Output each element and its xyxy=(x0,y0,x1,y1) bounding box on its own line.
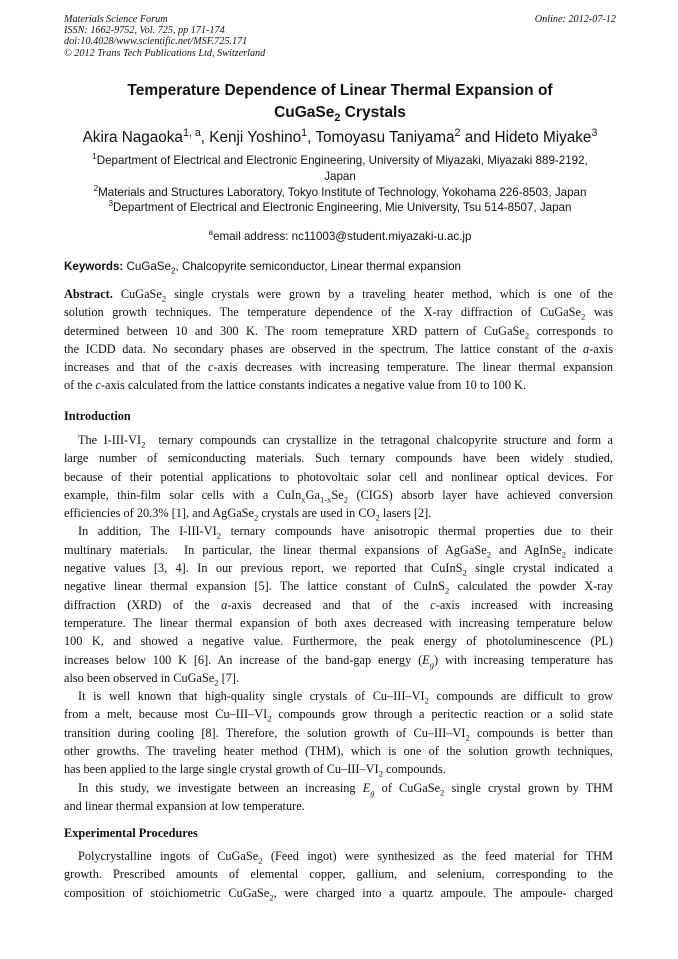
email-address: $^a$email address: nc11003@student.miyazaki-u.ac.jp xyxy=(208,228,472,243)
paper-title xyxy=(64,80,616,124)
title-line-2: CuGaSe$_2$ Crystals xyxy=(274,104,406,125)
online-date: Online: 2012-07-12 xyxy=(534,14,616,25)
author-3: Tomoyasu Taniyama xyxy=(315,129,455,146)
author-4: Hideto Miyake xyxy=(494,129,592,146)
section-experimental: Experimental Procedures xyxy=(64,826,198,840)
abstract-label: Abstract. xyxy=(64,287,113,301)
author-1: Akira Nagaoka xyxy=(82,129,183,146)
journal-name: Materials Science Forum xyxy=(64,14,168,25)
abstract: Abstract. CuGaSe$_2$ single crystals were grown by a traveling heater method, which is one of the solution growth techniques. The temperature dependence of the X-ray diffraction of CuGaSe$_2$ was determined between 10 and 300 K. The room temeprature XRD pattern of CuGaSe$_2$ corresponds to the ICDD data. No secondary phases are observed in the spectrum. The lattice constant of the a-axis increases and that of the c-axis decreases with increasing temperature. The linear thermal expansion of the c-axis calculated from the lattice constants indicates a negative value from 10 to 100 K. xyxy=(64,287,614,393)
section-introduction: Introduction xyxy=(64,409,131,423)
keywords: Keywords: CuGaSe$_2$, Chalcopyrite semiconductor, Linear thermal expansion xyxy=(64,260,461,276)
affiliation-2: $^2$Materials and Structures Laboratory, Tokyo Institute of Technology, Yokohama 226-8503, Japan xyxy=(93,184,587,199)
doi-line: doi:10.4028/www.scientific.net/MSF.725.171 xyxy=(64,36,248,48)
author-2: Kenji Yoshino xyxy=(209,129,302,146)
experimental-text: Polycrystalline ingots of CuGaSe$_2$ (Feed ingot) were synthesized as the feed material for THM growth. Prescribed amounts of elemental copper, gallium, and selenium, corresponding to the composition of stoichiometric CuGaSe$_2$, were charged into a quartz ampoule. The ampoule- charged xyxy=(64,849,613,903)
affiliation-3: $^3$Department of Electrical and Electronic Engineering, Mie University, Tsu 514-8507, Japan xyxy=(108,199,572,214)
title-line-1: Temperature Dependence of Linear Thermal Expansion of xyxy=(127,82,553,99)
journal-header xyxy=(64,14,616,59)
issn-line: ISSN: 1662-9752, Vol. 725, pp 171-174 xyxy=(64,25,225,37)
author-list: Akira Nagaoka$^{1, a}$, Kenji Yoshino$^1$, Tomoyasu Taniyama$^2$ and Hideto Miyake$^3$ xyxy=(82,126,598,146)
affiliation-1: $^1$Department of Electrical and Electronic Engineering, University of Miyazaki, Miyazaki 889-2192, Japan xyxy=(92,152,588,183)
introduction-text: The $I-III-VI_2$ ternary compounds can crystallize in the tetragonal chalcopyrite structure and form a large number of semiconducting materials. Such ternary compounds have been widely studied, because of their potential applications to photovoltaic solar cell and nonlinear optical devices. For example, thin-film solar cells with a $CuIn_xGa_{1-x}Se_2$ (CIGS) absorb layer have achieved conversion efficiencies of 20.3% [1], and AgGaSe$_2$ crystals are used in $CO_2$ lasers [2]. In addition, The $I-III-VI_2$ ternary compounds have anisotropic thermal properties due to their multinary materials. In particular, the linear thermal expansions of AgGaSe$_2$ and AgInSe$_2$ indicate negative values [3, 4]. In our previous report, we reported that CuInS$_2$ single crystal indicated a negative linear thermal expansion [5]. The lattice constant of CuInS$_2$ calculated the powder X-ray diffraction (XRD) of the a-axis decreased and that of the c-axis increased with increasing temperature. The linear thermal expansion of both axes decreased with increasing temperature below 100 K, and showed a negative value. Furthermore, the peak energy of photoluminescence (PL) increases below 100 K [6]. An increase of the band-gap energy $(E_g)$ with increasing temperature has also been observed in CuGaSe$_2$ [7]. It is well known that high-quality single crystals of $Cu-III-VI_2$ compounds are difficult to grow from a melt, because most $Cu-III-VI_2$ compounds grow through a peritectic reaction or a solid state transition during cooling [8]. Therefore, the solution growth of $Cu-III-VI_2$ compounds is better than other growths. The traveling heater method (THM), which is one of the solution growth techniques, has been applied to the large single crystal growth of $Cu-III-VI_2$ compounds. In this study, we investigate between an increasing $E_g$ of CuGaSe$_2$ single crystal grown by THM and linear thermal expansion at low temperature. xyxy=(64,433,614,813)
copyright-line: © 2012 Trans Tech Publications Ltd, Switzerland xyxy=(64,47,266,59)
